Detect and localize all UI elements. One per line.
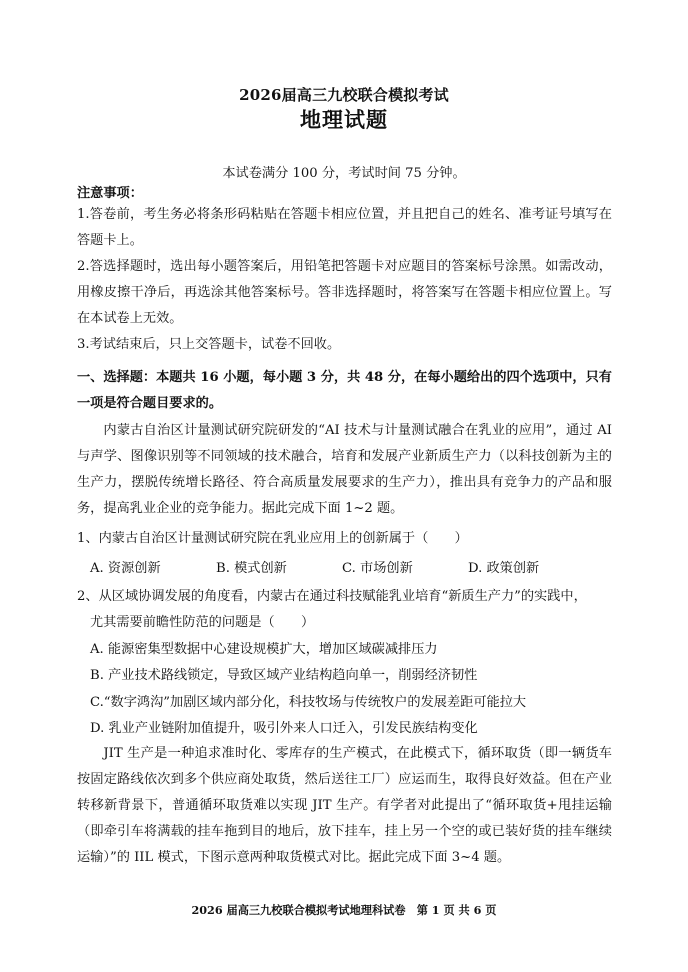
question-2-options (90, 637, 612, 742)
question-2-option-b: B. 产业技术路线锁定，导致区域产业结构趋向单一，削弱经济韧性 (90, 668, 478, 684)
question-1-option-c: C. 市场创新 (342, 561, 413, 576)
passage-2: JIT 生产是一种追求准时化、零库存的生产模式，在此模式下，循环取货（即一辆货车按固定路线依次到多个供应商处取货，然后送往工厂）应运而生，取得良好效益。但在产业转移新背景下，普通循环取货难以实现 JIT 生产。有学者对此提出了“循环取货+甩挂运输（即牵引车将满载的挂车拖到目的地后，放下挂车，挂上另一个空的或已装好货的挂车继续运输）”的 IIL 模式，下图示意两种取货模式对比。据此完成下面 3~4 题。 (77, 746, 612, 866)
notice-list (77, 202, 612, 359)
question-1-stem: 1、内蒙古自治区计量测试研究院在乳业应用上的创新属于（ ） (77, 531, 468, 546)
notice-item: 3.考试结束后，只上交答题卡，试卷不回收。 (77, 337, 341, 353)
question-2-option-a: A. 能源密集型数据中心建设规模扩大，增加区域碳减排压力 (90, 642, 438, 657)
question-2-option-d: D. 乳业产业链附加值提升，吸引外来人口迁入，引发民族结构变化 (90, 720, 478, 736)
exam-intro: 本试卷满分 100 分，考试时间 75 分钟。 (222, 166, 466, 181)
question-2-option-c: C.“数字鸿沟”加剧区域内部分化，科技牧场与传统牧户的发展差距可能拉大 (90, 694, 527, 710)
question-1-option-d: D. 政策创新 (468, 561, 540, 576)
notice-item: 2.答选择题时，选出每小题答案后，用铅笔把答题卡对应题目的答案标号涂黑。如需改动，用橡皮擦干净后，再选涂其他答案标号。答非选择题时，将答案写在答题卡相应位置上。写在本试卷上无效。 (77, 259, 612, 327)
exam-title: 2026届高三九校联合模拟考试 (239, 86, 449, 104)
question-1-options (90, 557, 610, 576)
subject-title: 地理试题 (300, 107, 388, 132)
question-1-option-a: A. 资源创新 (90, 561, 161, 576)
question-2-stem (77, 584, 612, 636)
question-2-stem-line1: 2、从区域协调发展的角度看，内蒙古在通过科技赋能乳业培育“新质生产力”的实践中， (77, 589, 587, 604)
question-2-stem-line2: 尤其需要前瞻性防范的问题是（ ） (90, 615, 315, 631)
passage-1: 内蒙古自治区计量测试研究院研发的“AI 技术与计量测试融合在乳业的应用”，通过 AI 与声学、图像识别等不同领域的技术融合，培育和发展产业新质生产力（以科技创新为主的生产力，摆脱传统增长路径、符合高质量发展要求的生产力），推出具有竞争力的产品和服务，提高乳业企业的竞争能力。据此完成下面 1~2 题。 (77, 423, 612, 517)
notice-item: 1.答卷前，考生务必将条形码粘贴在答题卡相应位置，并且把自己的姓名、准考证号填写在答题卡上。 (77, 207, 612, 249)
question-1-option-b: B. 模式创新 (216, 561, 287, 576)
notice-heading: 注意事项： (77, 186, 143, 201)
page-footer: 2026 届高三九校联合模拟考试地理科试卷 第 1 页 共 6 页 (191, 903, 497, 917)
section-heading: 一、选择题：本题共 16 小题，每小题 3 分，共 48 分，在每小题给出的四个选项中，只有一项是符合题目要求的。 (77, 370, 612, 412)
